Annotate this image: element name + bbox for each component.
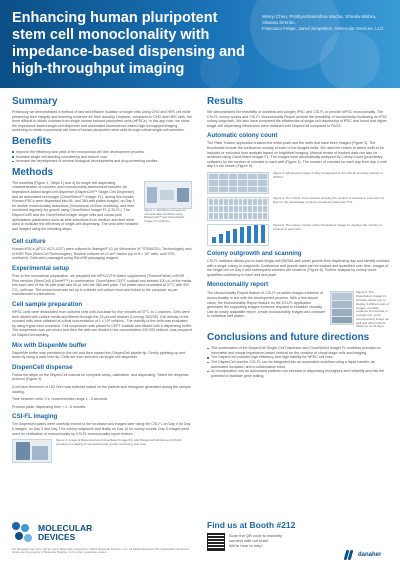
- figure-1-caption: Figure 1. Workflow overview for monoclonality workflow using DispenCell™ and CloneSelect Imager FL (CSI-FL).: [144, 207, 186, 224]
- well: [229, 206, 233, 212]
- well-thumb: [219, 174, 228, 179]
- summary-heading: Summary: [12, 96, 58, 107]
- bar: [233, 229, 237, 243]
- well: [239, 213, 243, 219]
- well: [224, 213, 228, 219]
- well-thumb: [258, 174, 267, 179]
- benefit-item: Improve the efficiency and yield of the monoclonal cell line development process: [12, 150, 192, 155]
- well: [234, 213, 238, 219]
- dispencell-dispense-extra: A cell size threshold of 150 Ohm was selected based on the particle size histogram generated during the sample loading.: [12, 384, 191, 394]
- well-thumb: [238, 180, 247, 185]
- well: [224, 206, 228, 212]
- figure-4-caption: Figure 4. The CSI-FL Count feature showing the number of colonies in each well. At Day 14, the percentage of colony-containing wells was 77%.: [273, 195, 384, 204]
- well: [263, 206, 267, 212]
- plate-illustration: [160, 190, 174, 200]
- bar: [226, 231, 230, 243]
- day-image: [332, 309, 352, 316]
- csi-instrument: [32, 446, 48, 460]
- colony-outgrowth-heading: Colony outgrowth and scanning: [207, 249, 302, 257]
- figure-3-caption: Figure 3. Whole-well images of Day 14 acquired by the CSI-FL showing colonies of hiPSCs.: [273, 170, 384, 179]
- day-image: [332, 301, 352, 308]
- well: [258, 213, 262, 219]
- cell-sample-prep-heading: Cell sample preparation: [12, 301, 83, 309]
- results-heading: Results: [207, 96, 244, 107]
- left-column: [12, 96, 192, 466]
- well: [248, 213, 252, 219]
- methods-heading: Methods: [12, 166, 54, 178]
- well: [243, 213, 247, 219]
- well: [214, 206, 218, 212]
- danaher-wordmark: danaher: [358, 552, 382, 558]
- well: [209, 199, 213, 205]
- conclusion-item: The combination of the DispenCell Single-Cell Dispenser and CloneSelect Imager FL workflow provides an innovative and simple impedance-based method for the creation of clonal stage cells and imaging.: [207, 346, 390, 355]
- conclusion-item: The DispenCell and the CSI-FL can be integrated into an automated workflow using a liquid handler, an automated incubator, and a collaborative robot.: [207, 360, 390, 369]
- well: [253, 206, 257, 212]
- benefits-heading: Benefits: [12, 135, 52, 147]
- poster-authors: [262, 14, 392, 32]
- well-thumb: [209, 187, 218, 192]
- monoclonality-row: [207, 291, 390, 329]
- dispenser-illustration: [147, 187, 157, 203]
- figure-6: [330, 291, 390, 329]
- figure-5: [207, 224, 390, 246]
- molecular-devices-mark-icon: [12, 522, 34, 544]
- bar: [219, 234, 223, 243]
- author-line: Francisco Felipe, Jared Simpelson, Molecular Devices, LLC: [262, 26, 384, 31]
- colony-count-text: The Plate Tracker application tracked the entire plate and the wells that have been imaged (Figure 3). The thumbnails include the confluence overlay of each of the imaged wells. We used the review to select wells to be included or excluded from analysis based on brightfield imaging. Manual review of tracked data can also be achieved using CloneSelect Imager FL. The images were automatically analyzed by Colony Count (proprietary software) for the number of colonies in each well (Figure 4). The number of colonies for each day from day 4 until day 14 are shown (Figure 5).: [207, 141, 387, 169]
- methods-text: The workflow (Figure 1, Steps 1) and 4) for single cell dispensing, characterization of colonies, and monoclonality assessment includes: an impedance-based single-cell dispenser (DispenCell™ Single-Cell Dispenser) and an automated cell imager (CloneSelect™ Imager FL), during this bundle. Human iPSCs were dispensed into 96- and 384-well plates imaged, on Day 0 for double monoclonality assurance (monoclonal cell line workflow), and then monitored regularly for growth using CloneSelect Imager FL (CSI-FL). The DispenCell® and the CloneSelect Imager single cells and clonal-pure optimization parameters such as best selections from medium and time were used to evaluate the efficiency of single-cell dispensing. The cells were isolated and imaged using the following steps:: [12, 180, 138, 231]
- benefits-list: [12, 150, 192, 164]
- well: [234, 206, 238, 212]
- dispencell-dispense-extra2: Time between cells: 2 s, recommended range 1 - 5 seconds: [12, 397, 108, 402]
- figure-5-caption: Figure 5. The colony number of the Cloneselect Imager FL displays the number of colonies in each well.: [273, 222, 382, 231]
- colony-outgrowth-text: CSI-FL software allows you to track single-cell (96/384-well plate) growth from dispensing day and identify colonies with a single colony in outgrowth. Confluence and growth rates can be tracked and quantified over time. Images of the single cell on Day 0 and subsequent colonies are shown in (Figure 6). Further analysis by colony count quantifies confluency in each well and plate.: [207, 258, 390, 277]
- monoclonality-heading: Monoclonality report: [207, 281, 269, 289]
- logo-line-1: MOLECULAR: [38, 523, 93, 533]
- benefit-item: Increase single cell-seeding consistency and reduce cost: [12, 155, 192, 160]
- well-thumb: [219, 187, 228, 192]
- figure-1: [144, 181, 192, 224]
- well: [263, 213, 267, 219]
- well-grid: [208, 173, 268, 193]
- well: [248, 206, 252, 212]
- well: [258, 199, 262, 205]
- well: [229, 199, 233, 205]
- bar: [212, 237, 216, 243]
- well: [263, 199, 267, 205]
- well: [239, 199, 243, 205]
- day-image: [332, 317, 352, 324]
- well-thumb: [258, 187, 267, 192]
- well-thumb: [209, 174, 218, 179]
- conclusions-heading: Conclusions and future directions: [207, 332, 370, 344]
- well: [219, 213, 223, 219]
- colony-count-heading: Automatic colony count: [207, 132, 278, 140]
- well: [234, 199, 238, 205]
- figure-4: [207, 197, 390, 221]
- logo-line-2: DEVICES: [38, 532, 76, 542]
- well: [239, 206, 243, 212]
- colony-count-plate-image: [207, 197, 269, 221]
- poster-footer: [0, 520, 400, 566]
- imager-illustration: [177, 188, 189, 202]
- booth-text: [229, 533, 282, 548]
- monoclonality-image-stack: [330, 291, 354, 325]
- methods-row: [12, 181, 192, 235]
- well: [243, 199, 247, 205]
- cell-culture-heading: Cell culture: [12, 238, 46, 246]
- figure-6-caption: Figure 6. The CloneSelect Imager FL software allows you to display 4 different sets of images. Clonality evidence of a sample of a single cell, of the corresponding image per well and which CSI-FL follow-up on 14 days.: [356, 290, 390, 329]
- plate-grid: [208, 198, 268, 220]
- csi-imaging-heading: CSI-FL imaging: [12, 413, 58, 421]
- dispencell-dispense-heading: DispenCell dispense: [12, 363, 73, 371]
- dispencell-instrument: [16, 442, 30, 460]
- well-thumb: [248, 174, 257, 179]
- right-column: [207, 96, 390, 381]
- monoclonality-text: The Monoclonality Report feature of CSI-FL provides images evidence of monoclonality in line with the development process. With a few simple clicks, the Monoclonality Report feature on the CSI-FL application generates the supporting images evidence required to establish clonality. Use an easily adaptable report, create monoclonality images and compare to individual well plates.: [207, 291, 326, 319]
- dispencell-dispense-text: Follow the steps on the DispenCell manual for complete setup, calibration, and dispensing. Select the dispense protocol (Figure 2).: [12, 372, 189, 382]
- molecular-devices-wordmark: [38, 524, 92, 542]
- conclusions-list: [207, 346, 390, 378]
- well: [219, 199, 223, 205]
- author-line: Wenyi Chen, Prathyushakrishna Macha, Shreda Mishra, Oksana Sirenko,: [262, 14, 377, 25]
- summary-text: Previously we demonstrated a method of fast and efficient isolation of single cells using CHO and HEK cell while preserving their integrity and ensuring evidence for their clonality. However, compared to CHO and HEK cells, the more difficult to obtain colonies from single human induced pluripotent cells (hiPSCs). In this app note, we show the impedance-based single-cell dispenser and automated fluorescence-based high-throughput imaging screening to obtain monoclonal cell lines of human pluripotent stem cells through robust single-cell selection.: [12, 110, 192, 133]
- bar: [254, 225, 258, 243]
- figure-2-caption: Figure 2. Image of DispenCell and CloneSelect Imager FL with DispenCell full-time and CSI-FL provides an imaging of monoclonal and growth monitoring over time.: [56, 438, 182, 446]
- mix-dispense-text: DispenMe buffer was premixed to the cell and then loaded into DispenCell pipette tip. Gently pipetting up and down by using a wide bore tip. Cells are then selected via single-cell dispenser.: [12, 350, 186, 360]
- well: [253, 213, 257, 219]
- decorative-bubble: [320, 30, 380, 88]
- well: [214, 213, 218, 219]
- danaher-mark-icon: [345, 550, 355, 560]
- colony-count-bar-image: [207, 224, 269, 246]
- cell-culture-text: Human iPSCs (ATCC ACS-1027) were cultured in Matrigel® 10 (or Vitronectin XF STEMCELL Technologies) and mTeSR Plus (StemCell Technologies). Routine cultures at 10 cm² dishes (up to 5 × 10⁵ cells, until 70% confluent). Cells were passaged using ReLeSR passaging reagent.: [12, 247, 192, 261]
- well: [224, 199, 228, 205]
- mix-dispense-heading: Mix with DispenMe buffer: [12, 341, 87, 349]
- workflow-figure-image: [144, 181, 192, 209]
- well: [258, 206, 262, 212]
- well-thumb: [229, 174, 238, 179]
- well: [243, 206, 247, 212]
- booth-line: connect with our team.: [229, 538, 270, 543]
- booth-row: [207, 533, 390, 551]
- bar: [261, 225, 265, 243]
- well-thumb: [238, 174, 247, 179]
- well-thumb: [248, 180, 257, 185]
- whole-well-images: [207, 172, 269, 194]
- conclusion-item: The DispenCell provides high efficiency and high viability for hiPSC cell lines.: [207, 355, 390, 360]
- well-thumb: [219, 180, 228, 185]
- well: [229, 213, 233, 219]
- results-text: We demonstrated the feasibility of workflow and (single) iPSC and CSI-FL to provide hiPSC monoclonality. The CSI-FL colony counts and CSI-FL Monoclonality Report provide the possibility of conveniently monitoring an iPSC colony outgrowth. We also have compared the efficiencies of single-cell dispensing of iPSC and found that higher single-cell dispensing efficiencies were obtained with DispenCell compared to FACS.: [207, 110, 388, 128]
- well: [209, 206, 213, 212]
- booth-callout: [207, 520, 390, 551]
- well-thumb: [209, 180, 218, 185]
- booth-line: We're here to help!: [229, 543, 263, 548]
- booth-heading: Find us at Booth #212: [207, 520, 296, 530]
- experimental-setup-text: Prior to the monoclonal preparation, we prepared the hiPSC/VTN Matrix supplement (ThermoFisher) mTeSR Plus medium (StemCell) (CloneR™) in combination. CloneSelect CEPT cocktail and seeded 100 μL of the media into each well of the 96-well plate and 50 μL into the 384-well plate. The plates were incubated at 37°C with 5% CO₂ until use. The monoclonal was set up in a sterile cell culture hood and linked to the computer as per manufacturer's instructions.: [12, 274, 192, 297]
- bar: [240, 227, 244, 243]
- well-thumb: [229, 187, 238, 192]
- poster-title: Enhancing human pluripotent stem cell monoclonality with impedance-based dispensing and high-throughput imaging: [12, 10, 245, 77]
- well-thumb: [229, 180, 238, 185]
- legal-disclaimer: For Research Use Only. Not for use in diagnostic procedures. ©2023 Molecular Devices, LLC. All Rights Reserved. The trademarks mentioned herein are the property of Molecular Devices, LLC or their respective owners.: [12, 547, 189, 555]
- cell-sample-prep-text: hiPSC cells were dissociated from cultured cells with Accutase for five minutes at 37°C to 1 colonies. Cells were then diluted with culture media and filtered through the 25 μm cell strainer (Corning 352235). Cell density of the counted cells were obtained at a final concentration of 1 × 10⁵ cells/mL. The viability of the cells was evaluated by using trypan blue exclusion. Cell suspension was placed in CEPT cocktail and diluted with a dispensing buffer. The suspension was pre-mixed and then the cells are diluted in the concentration 200,000 cells/mL was prepared for DispenCell-seeding.: [12, 310, 192, 337]
- experimental-setup-heading: Experimental setup: [12, 265, 70, 273]
- bar: [247, 226, 251, 243]
- well-thumb: [258, 180, 267, 185]
- figure-3: [207, 172, 390, 194]
- well: [248, 199, 252, 205]
- danaher-logo: [345, 550, 381, 560]
- well: [253, 199, 257, 205]
- booth-line: Scan the QR code to instantly: [229, 533, 282, 538]
- well-thumb: [238, 187, 247, 192]
- csi-imaging-text: The dispensed plates were carefully moved to the incubator and imaged later using the CSI-FL on Day 0 for Day 0 images, on Day 3 and Day 7 for colony outgrowth and finally on Day 14 for colony counts. Day 0 images were used for verification of monoclonality by CSI-FL monoclonality report feature.: [12, 422, 191, 436]
- benefit-item: Increase the development of several biological developments and drug screening studies: [12, 159, 192, 164]
- well: [214, 199, 218, 205]
- well: [209, 213, 213, 219]
- well-thumb: [248, 187, 257, 192]
- conclusion-item: An incorporation into an automated platform can increase in dispensing throughput and reliability and has the potential to facilitate gene editing.: [207, 369, 390, 378]
- well: [219, 206, 223, 212]
- molecular-devices-logo: [12, 522, 92, 544]
- dispencell-dispense-extra3: Process plate: dispensing time ≈ 3 - 6 minutes: [12, 404, 86, 409]
- poster-header: [0, 0, 400, 88]
- instruments-figure-image: [12, 439, 52, 463]
- figure-2: [12, 439, 192, 463]
- qr-code-icon[interactable]: [207, 533, 225, 551]
- day-image: [332, 293, 352, 300]
